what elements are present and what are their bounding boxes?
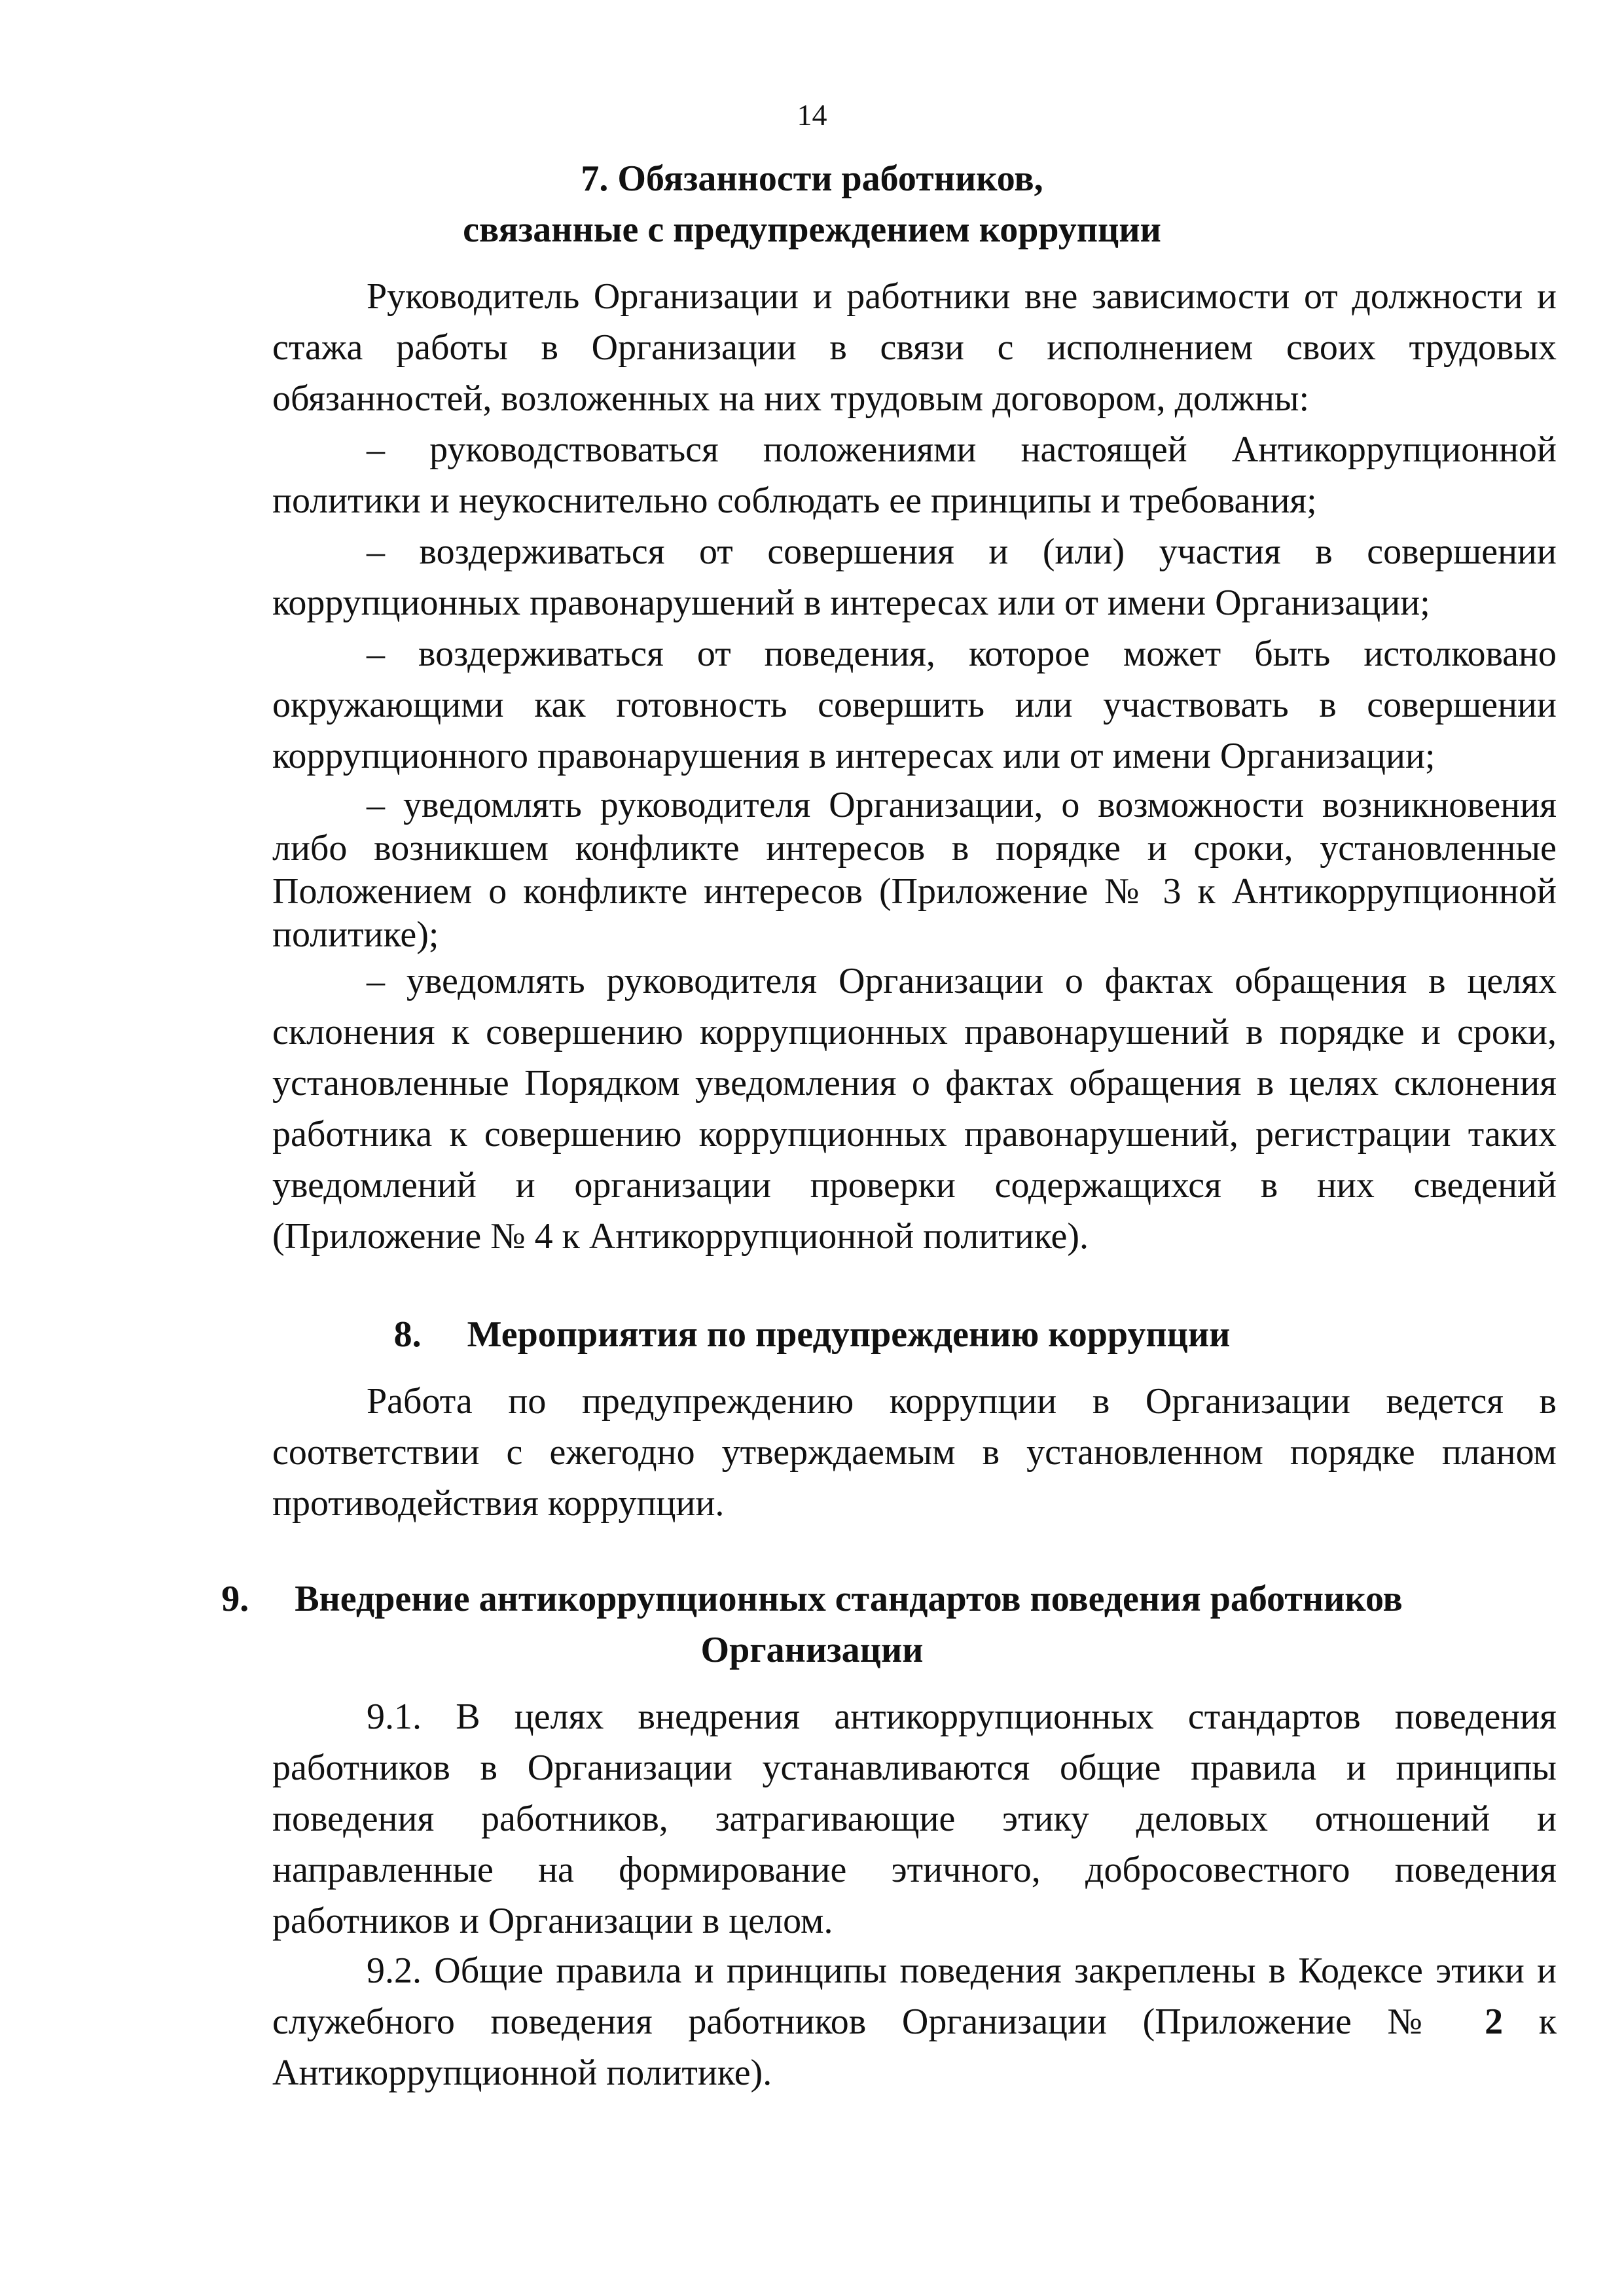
section-7-item-1: – руководствоваться положениями настоящей Антикоррупционной политики и неукоснительно соблюдать ее принципы и требования; <box>272 429 1557 521</box>
section-7-title-line-1: 7. Обязанности работников, <box>581 158 1043 199</box>
section-9-paragraph-2 <box>272 1945 1557 2098</box>
section-7-item-2: – воздерживаться от совершения и (или) участия в совершении коррупционных правонарушений в интересах или от имени Организации; <box>272 531 1557 623</box>
section-7-item-4: – уведомлять руководителя Организации, о возможности возникновения либо возникшем конфликте интересов в порядке и сроки, установленные Положением о конфликте интересов (Приложение № 3 к Антикоррупционной политике); <box>272 785 1557 955</box>
section-9-paragraph-2-end: к Антикоррупционной политике). <box>272 2001 1557 2093</box>
section-9-paragraph-2-text: 9.2. Общие правила и принципы поведения закреплены в Кодексе этики и служебного поведения работников Организации (Приложение № <box>272 1950 1557 2042</box>
section-9-title-line-1: Внедрение антикоррупционных стандартов поведения работников <box>295 1579 1403 1619</box>
section-7-intro: Руководитель Организации и работники вне зависимости от должности и стажа работы в Организации в связи с исполнением своих трудовых обязанностей, возложенных на них трудовым договором, должны: <box>272 276 1557 419</box>
section-7-title-line-2: связанные с предупреждением коррупции <box>463 209 1161 250</box>
section-8-title: Мероприятия по предупреждению коррупции <box>467 1314 1231 1355</box>
section-9-heading <box>0 1573 1624 1676</box>
section-9-title-line-2: Организации <box>700 1630 924 1670</box>
section-8-heading <box>0 1309 1624 1360</box>
appendix-number: 2 <box>1485 2001 1504 2042</box>
page-number: 14 <box>797 98 827 132</box>
section-8-text: Работа по предупреждению коррупции в Организации ведется в соответствии с ежегодно утверждаемым в установленном порядке планом противодействия коррупции. <box>272 1381 1557 1524</box>
section-7-item-5: – уведомлять руководителя Организации о фактах обращения в целях склонения к совершению коррупционных правонарушений в порядке и сроки, установленные Порядком уведомления о фактах обращения в целях склонения работника к совершению коррупционных правонарушений, регистрации таких уведомлений и организации проверки содержащихся в них сведений (Приложение № 4 к Антикоррупционной политике). <box>272 961 1557 1257</box>
section-8-number: 8. <box>393 1314 422 1355</box>
section-9-paragraph-1: 9.1. В целях внедрения антикоррупционных стандартов поведения работников в Организации устанавливаются общие правила и принципы поведения работников, затрагивающие этику деловых отношений и направленные на формирование этичного, добросовестного поведения работников и Организации в целом. <box>272 1696 1557 1941</box>
section-9-number: 9. <box>221 1579 249 1619</box>
section-7-item-3: – воздерживаться от поведения, которое может быть истолковано окружающими как готовность совершить или участвовать в совершении коррупционного правонарушения в интересах или от имени Организации; <box>272 634 1557 776</box>
section-7-heading <box>0 153 1624 255</box>
